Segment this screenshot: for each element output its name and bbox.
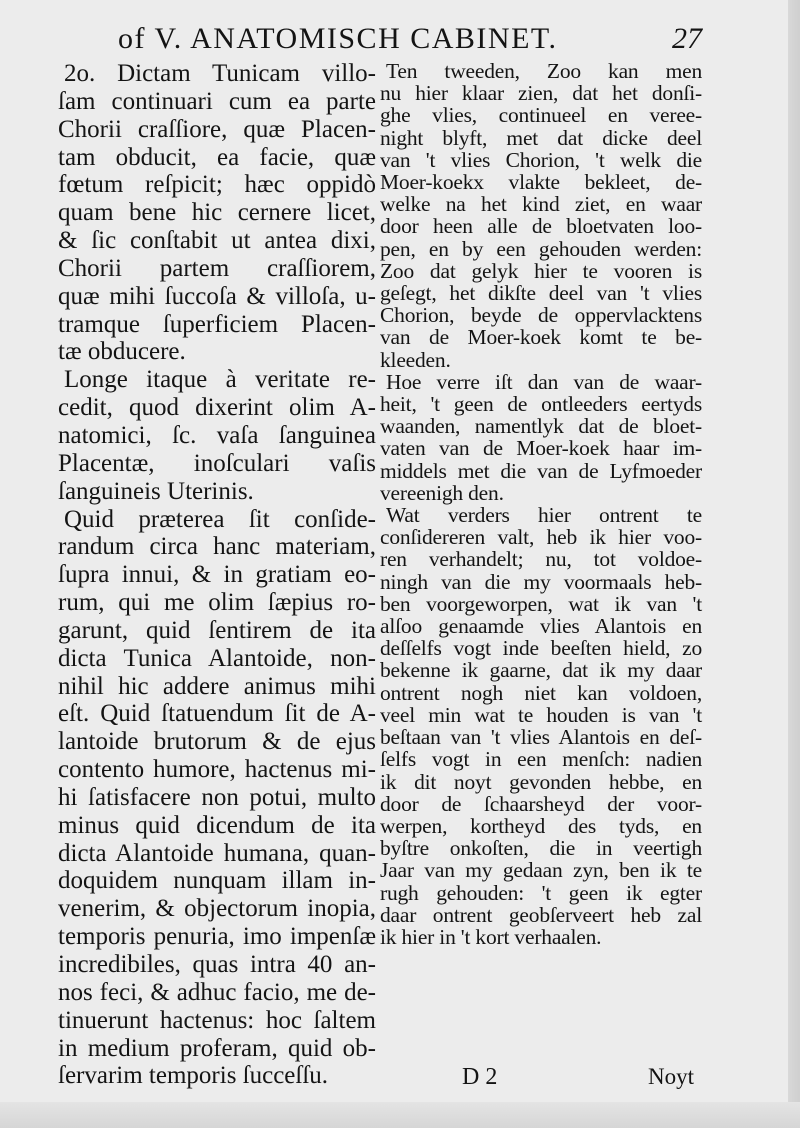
text-line: & ſic conſtabit ut antea dixi,: [58, 227, 376, 255]
page-bottom-shadow: [0, 1102, 800, 1128]
text-line: hi ſatisfacere non potui, multo: [58, 783, 376, 811]
text-line: dicta Tunica Alantoide, non-: [58, 644, 376, 672]
text-line: middels met die van de Lyfmoeder: [380, 458, 702, 483]
text-line: nihil hic addere animus mihi: [58, 672, 376, 700]
running-head: of V. ANATOMISCH CABINET.: [118, 22, 558, 55]
text-line: Jaar van my gedaan zyn, ben ik te: [380, 858, 702, 883]
text-line: Hoe verre iſt dan van de waar-: [386, 369, 702, 394]
text-line: Moer-koekx vlakte bekleet, de-: [380, 170, 702, 195]
text-line: garunt, quid ſentirem de ita: [58, 616, 376, 644]
text-line: Chorii craſſiore, quæ Placen-: [58, 115, 376, 143]
catchword: Noyt: [648, 1064, 694, 1089]
text-line: van 't vlies Chorion, 't welk die: [380, 147, 702, 172]
text-line: ſelfs vogt in een menſch: nadien: [380, 747, 702, 772]
text-line: Quid præterea ſit conſide-: [64, 505, 376, 533]
text-line: doquidem nunquam illam in-: [58, 867, 376, 895]
text-line: deſſelfs vogt inde beeſten hield, zo: [380, 636, 702, 661]
page-header: [0, 20, 800, 64]
text-line: ghe vlies, continueel en veree-: [380, 103, 702, 128]
text-line: rum, qui me olim ſæpius ro-: [58, 589, 376, 617]
text-line: ſervarim temporis ſucceſſu.: [58, 1062, 329, 1090]
text-line: Wat verders hier ontrent te: [386, 503, 702, 528]
text-line: cedit, quod dixerint olim A-: [58, 394, 376, 422]
text-line: incredibiles, quas intra 40 an-: [58, 951, 376, 978]
text-line: conſidereren valt, heb ik hier voo-: [380, 525, 702, 550]
text-line: minus quid dicendum de ita: [58, 811, 376, 839]
text-line: pen, en by een gehouden werden:: [380, 236, 702, 261]
text-line: daar ontrent geobſerveert heb zal: [380, 902, 702, 927]
text-line: beſtaan van 't vlies Alantois en deſ-: [380, 725, 702, 750]
text-line: eſt. Quid ſtatuendum ſit de A-: [58, 700, 376, 728]
text-line: ontrent nogh niet kan voldoen,: [380, 680, 702, 705]
text-line: Ten tweeden, Zoo kan men: [386, 59, 702, 83]
page-number: 27: [672, 22, 702, 55]
text-line: ſanguineis Uterinis.: [58, 477, 254, 505]
text-line: night blyft, met dat dicke deel: [380, 125, 702, 150]
text-line: Longe itaque à veritate re-: [64, 366, 376, 394]
text-line: Chorion, beyde de oppervlacktens: [380, 303, 702, 328]
text-line: Zoo dat gelyk hier te vooren is: [380, 258, 702, 283]
text-line: ſupra innui, & in gratiam eo-: [58, 561, 376, 589]
text-line: natomici, ſc. vaſa ſanguinea: [58, 421, 376, 449]
text-line: temporis penuria, imo impenſæ: [58, 923, 376, 951]
text-line: quam bene hic cernere licet,: [58, 199, 376, 227]
text-line: nos feci, & adhuc facio, me de-: [58, 978, 376, 1006]
text-line: venerim, & objectorum inopia,: [58, 895, 376, 923]
text-line: 2o. Dictam Tunicam villo-: [64, 60, 376, 87]
text-line: ik hier in 't kort verhaalen.: [380, 924, 602, 949]
text-line: Chorii partem craſſiorem,: [58, 254, 376, 282]
text-line: tam obducit, ea facie, quæ: [58, 143, 376, 171]
dutch-column: [380, 60, 702, 948]
page-edge-shadow: [788, 0, 800, 1128]
text-line: geſegt, het dikſte deel van 't vlies: [380, 281, 702, 306]
text-line: door de ſchaarsheyd der voor-: [380, 791, 702, 816]
text-line: door heen alle de bloetvaten loo-: [380, 214, 702, 239]
text-line: in medium proferam, quid ob-: [58, 1034, 376, 1062]
text-line: veel min wat te houden is van 't: [380, 702, 702, 727]
text-line: byſtre onkoſten, die in veertigh: [380, 836, 702, 861]
text-line: dicta Alantoide humana, quan-: [58, 839, 376, 867]
text-line: rugh gehouden: 't geen ik egter: [380, 880, 702, 905]
signature-mark: D 2: [462, 1064, 498, 1090]
text-line: tramque ſuperficiem Placen-: [58, 310, 376, 338]
text-line: werpen, kortheyd des tyds, en: [380, 813, 702, 838]
text-line: waanden, namentlyk dat de bloet-: [380, 414, 702, 439]
text-line: contento humore, hactenus mi-: [58, 756, 376, 784]
text-line: ik dit noyt gevonden hebbe, en: [380, 769, 702, 794]
text-line: alſoo genaamde vlies Alantois en: [380, 614, 702, 639]
text-line: vereenigh den.: [380, 480, 504, 505]
text-line: fœtum reſpicit; hæc oppidò: [58, 171, 376, 199]
text-line: kleeden.: [380, 347, 451, 372]
text-line: vaten van de Moer-koek haar im-: [380, 436, 702, 461]
text-line: ben voorgeworpen, wat ik van 't: [380, 591, 702, 616]
text-line: bekenne ik gaarne, dat ik my daar: [380, 658, 702, 683]
text-line: van de Moer-koek komt te be-: [380, 325, 702, 350]
text-line: tinuerunt hactenus: hoc ſaltem: [58, 1006, 376, 1034]
text-line: welke na het kind ziet, en waar: [380, 192, 702, 217]
text-line: Placentæ, inoſculari vaſis: [58, 449, 376, 477]
text-line: ſam continuari cum ea parte: [58, 87, 376, 115]
text-line: tæ obducere.: [58, 338, 186, 366]
text-line: lantoide brutorum & de ejus: [58, 728, 376, 756]
text-line: randum circa hanc materiam,: [58, 533, 376, 561]
page-footer: [0, 1060, 800, 1100]
text-line: heit, 't geen de ontleeders eertyds: [380, 392, 702, 417]
text-line: nu hier klaar zien, dat het donſi-: [380, 81, 702, 106]
text-line: ren verhandelt; nu, tot voldoe-: [380, 547, 702, 572]
text-line: quæ mihi ſuccoſa & villoſa, u-: [58, 282, 376, 310]
text-line: ningh van die my voormaals heb-: [380, 569, 702, 594]
latin-column: [58, 60, 376, 1090]
